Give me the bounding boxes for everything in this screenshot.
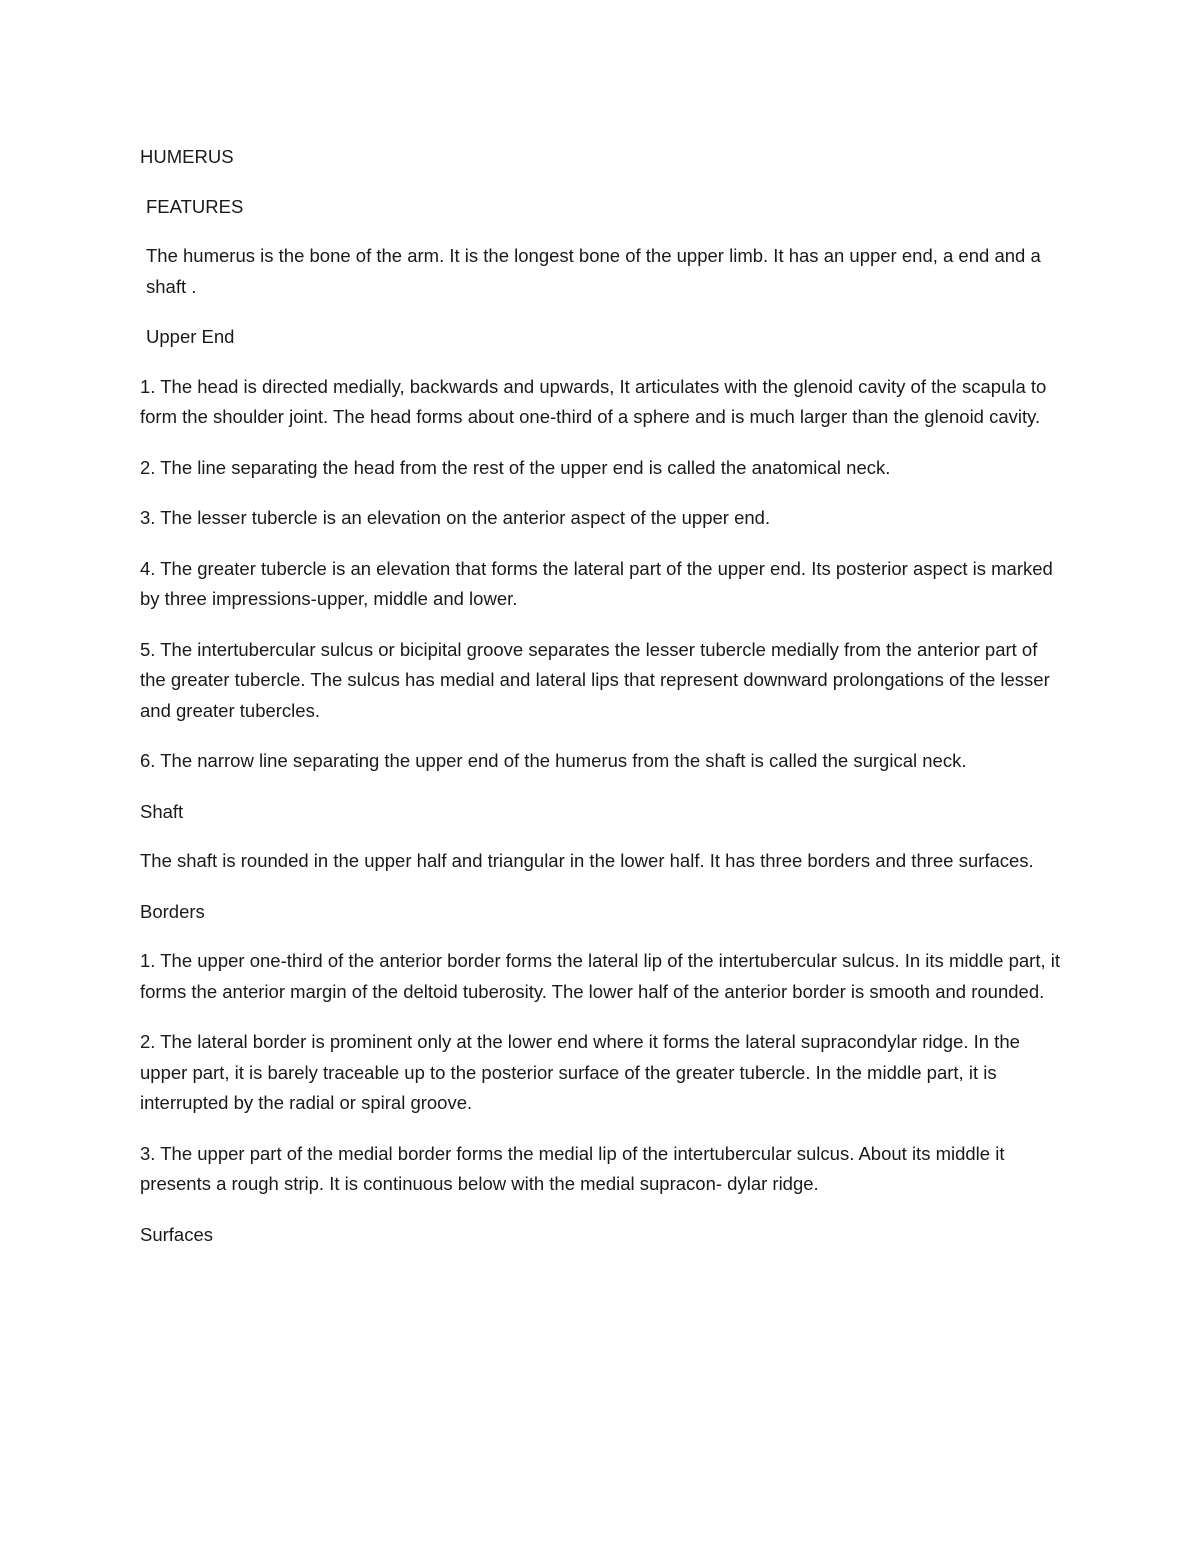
surfaces-heading: Surfaces <box>140 1223 214 1245</box>
upper-end-item-1: 1. The head is directed medially, backwards and upwards, It articulates with the glenoid cavity of the scapula to form the shoulder joint. The head forms about one-third of a sphere and is much larger than the glenoid cavity. <box>140 375 1047 427</box>
upper-end-heading: Upper End <box>146 326 235 347</box>
upper-end-item-3: 3. The lesser tubercle is an elevation on the anterior aspect of the upper end. <box>140 507 771 528</box>
document-title: HUMERUS <box>140 146 234 167</box>
document-body <box>140 142 1060 1250</box>
upper-end-item-2: 2. The line separating the head from the rest of the upper end is called the anatomical neck. <box>140 456 891 478</box>
features-heading: FEATURES <box>146 195 244 217</box>
intro-paragraph: The humerus is the bone of the arm. It is the longest bone of the upper limb. It has an upper end, a end and a shaft . <box>146 245 1041 297</box>
upper-end-item-6: 6. The narrow line separating the upper end of the humerus from the shaft is called the surgical neck. <box>140 750 967 771</box>
borders-heading: Borders <box>140 900 205 922</box>
borders-item-3: 3. The upper part of the medial border forms the medial lip of the intertubercular sulcus. About its middle it presents a rough strip. It is continuous below with the medial supracon- dylar ridge. <box>140 1142 1005 1194</box>
upper-end-item-4: 4. The greater tubercle is an elevation that forms the lateral part of the upper end. Its posterior aspect is marked by three impressions-upper, middle and lower. <box>140 557 1053 609</box>
borders-item-1: 1. The upper one-third of the anterior border forms the lateral lip of the intertubercular sulcus. In its middle part, it forms the anterior margin of the deltoid tuberosity. The lower half of the anterior border is smooth and rounded. <box>140 950 1060 1002</box>
shaft-paragraph: The shaft is rounded in the upper half and triangular in the lower half. It has three borders and three surfaces. <box>140 850 1034 871</box>
borders-item-2: 2. The lateral border is prominent only at the lower end where it forms the lateral supracondylar ridge. In the upper part, it is barely traceable up to the posterior surface of the greater tubercle. In the middle part, it is interrupted by the radial or spiral groove. <box>140 1031 1020 1113</box>
upper-end-item-5: 5. The intertubercular sulcus or bicipital groove separates the lesser tubercle medially from the anterior part of the greater tubercle. The sulcus has medial and lateral lips that represent downward prolongations of the lesser and greater tubercles. <box>140 638 1050 721</box>
shaft-heading: Shaft <box>140 800 184 822</box>
